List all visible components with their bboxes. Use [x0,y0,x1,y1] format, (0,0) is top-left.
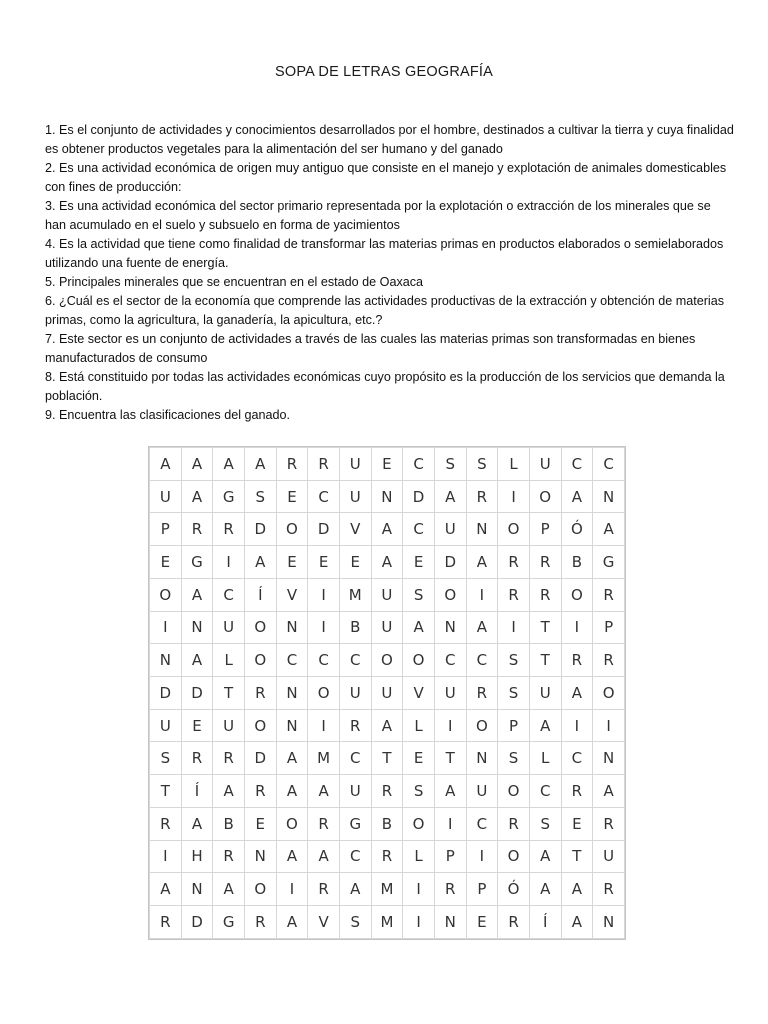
grid-cell[interactable]: O [466,709,498,742]
questions-list [45,121,735,425]
question-2: 2. Es una actividad económica de origen muy antiguo que consiste en el manejo y explotación de animales domesticables con fines de producción: [45,161,727,194]
grid-cell[interactable]: R [244,775,276,808]
grid-cell[interactable]: I [498,480,530,513]
grid-cell[interactable]: A [529,873,561,906]
grid-cell[interactable]: O [403,644,435,677]
grid-cell[interactable]: C [561,448,593,481]
grid-cell[interactable]: U [529,448,561,481]
grid-cell[interactable]: C [308,480,340,513]
grid-cell[interactable]: U [593,840,625,873]
grid-cell[interactable]: G [213,906,245,939]
grid-cell[interactable]: A [529,709,561,742]
grid-cell[interactable]: R [466,480,498,513]
grid-cell[interactable]: A [434,480,466,513]
grid-cell[interactable]: I [466,840,498,873]
question-9: 9. Encuentra las clasificaciones del ganado. [45,408,291,422]
grid-cell[interactable]: I [150,840,182,873]
grid-cell[interactable]: U [339,775,371,808]
grid-cell[interactable]: C [403,448,435,481]
grid-cell[interactable]: D [244,513,276,546]
grid-cell[interactable]: A [561,906,593,939]
grid-cell[interactable]: A [561,873,593,906]
grid-cell[interactable]: A [150,873,182,906]
grid-cell[interactable]: N [276,709,308,742]
grid-cell[interactable]: S [403,578,435,611]
grid-cell[interactable]: I [561,709,593,742]
question-1: 1. Es el conjunto de actividades y conocimientos desarrollados por el hombre, destinados a cultivar la tierra y cuya finalidad es obtener productos vegetales para la alimentación del ser humano y del ganado [45,123,734,156]
grid-cell[interactable]: U [434,513,466,546]
grid-cell[interactable]: A [181,644,213,677]
grid-cell[interactable]: A [276,840,308,873]
grid-cell[interactable]: R [498,807,530,840]
grid-cell[interactable]: N [244,840,276,873]
grid-cell[interactable]: S [339,906,371,939]
grid-cell[interactable]: C [213,578,245,611]
grid-cell[interactable]: E [181,709,213,742]
grid-cell[interactable]: B [371,807,403,840]
grid-cell[interactable]: O [529,480,561,513]
grid-cell[interactable]: U [371,677,403,710]
grid-cell[interactable]: R [339,709,371,742]
grid-cell[interactable]: Ó [498,873,530,906]
grid-cell[interactable]: S [498,644,530,677]
grid-cell[interactable]: C [339,742,371,775]
grid-cell[interactable]: A [593,513,625,546]
grid-cell[interactable]: A [276,742,308,775]
grid-cell[interactable]: N [466,742,498,775]
grid-cell[interactable]: D [181,677,213,710]
grid-row [150,644,625,677]
grid-cell[interactable]: M [308,742,340,775]
grid-cell[interactable]: I [308,611,340,644]
grid-cell[interactable]: A [244,546,276,579]
grid-cell[interactable]: R [213,840,245,873]
grid-cell[interactable]: I [434,807,466,840]
grid-cell[interactable]: R [498,546,530,579]
grid-cell[interactable]: A [213,873,245,906]
grid-cell[interactable]: D [308,513,340,546]
grid-cell[interactable]: L [403,709,435,742]
grid-cell[interactable]: G [181,546,213,579]
grid-cell[interactable]: V [339,513,371,546]
grid-cell[interactable]: O [244,611,276,644]
grid-cell[interactable]: A [561,480,593,513]
grid-cell[interactable]: R [593,873,625,906]
grid-row [150,448,625,481]
grid-cell[interactable]: E [561,807,593,840]
grid-cell[interactable]: E [308,546,340,579]
grid-cell[interactable]: A [181,480,213,513]
grid-cell[interactable]: N [434,611,466,644]
grid-cell[interactable]: T [529,611,561,644]
grid-cell[interactable]: A [244,448,276,481]
grid-cell[interactable]: R [150,807,182,840]
grid-cell[interactable]: A [308,775,340,808]
grid-cell[interactable]: A [308,840,340,873]
grid-cell[interactable]: E [403,546,435,579]
grid-cell[interactable]: D [181,906,213,939]
grid-cell[interactable]: E [371,448,403,481]
grid-row [150,513,625,546]
grid-cell[interactable]: R [213,742,245,775]
grid-cell[interactable]: A [466,611,498,644]
grid-cell[interactable]: C [339,644,371,677]
grid-cell[interactable]: A [181,448,213,481]
grid-cell[interactable]: A [276,775,308,808]
grid-cell[interactable]: E [150,546,182,579]
grid-cell[interactable]: P [466,873,498,906]
grid-cell[interactable]: C [466,644,498,677]
grid-cell[interactable]: Í [181,775,213,808]
grid-cell[interactable]: A [181,807,213,840]
grid-cell[interactable]: N [593,480,625,513]
grid-cell[interactable]: V [276,578,308,611]
grid-cell[interactable]: A [434,775,466,808]
grid-cell[interactable]: N [276,677,308,710]
question-4: 4. Es la actividad que tiene como finalidad de transformar las materias primas en productos elaborados o semielaborados utilizando una fuente de energía. [45,237,724,270]
grid-cell[interactable]: N [434,906,466,939]
grid-cell[interactable]: O [244,709,276,742]
grid-cell[interactable]: U [150,709,182,742]
grid-cell[interactable]: A [403,611,435,644]
grid-cell[interactable]: M [371,873,403,906]
grid-cell[interactable]: A [466,546,498,579]
grid-cell[interactable]: N [371,480,403,513]
grid-cell[interactable]: N [150,644,182,677]
grid-cell[interactable]: D [150,677,182,710]
grid-cell[interactable]: P [593,611,625,644]
grid-row [150,677,625,710]
grid-cell[interactable]: R [181,513,213,546]
grid-cell[interactable]: U [339,480,371,513]
grid-cell[interactable]: N [276,611,308,644]
grid-cell[interactable]: S [498,677,530,710]
grid-cell[interactable]: G [213,480,245,513]
grid-cell[interactable]: A [371,513,403,546]
grid-cell[interactable]: T [371,742,403,775]
grid-cell[interactable]: A [181,578,213,611]
grid-cell[interactable]: I [276,873,308,906]
question-6: 6. ¿Cuál es el sector de la economía que comprende las actividades productivas de la extracción y obtención de materias primas, como la agricultura, la ganadería, la apicultura, etc.? [45,294,725,327]
grid-cell[interactable]: A [561,677,593,710]
grid-cell[interactable]: A [213,448,245,481]
grid-cell[interactable]: O [498,513,530,546]
grid-cell[interactable]: Í [529,906,561,939]
grid-cell[interactable]: L [403,840,435,873]
grid-cell[interactable]: O [276,513,308,546]
grid-cell[interactable]: O [403,807,435,840]
grid-cell[interactable]: T [150,775,182,808]
grid-cell[interactable]: C [466,807,498,840]
grid-cell[interactable]: R [213,513,245,546]
grid-cell[interactable]: Ó [561,513,593,546]
grid-cell[interactable]: U [529,677,561,710]
grid-row [150,742,625,775]
question-3: 3. Es una actividad económica del sector primario representada por la explotación o extracción de los minerales que se han acumulado en el suelo y subsuelo en forma de yacimientos [45,199,711,232]
grid-cell[interactable]: G [593,546,625,579]
grid-cell[interactable]: N [466,513,498,546]
grid-cell[interactable]: S [150,742,182,775]
grid-cell[interactable]: R [529,578,561,611]
grid-cell[interactable]: A [529,840,561,873]
grid-row [150,906,625,939]
grid-cell[interactable]: R [371,775,403,808]
grid-cell[interactable]: U [371,611,403,644]
grid-cell[interactable]: R [593,807,625,840]
grid-cell[interactable]: U [339,448,371,481]
grid-cell[interactable]: U [213,709,245,742]
grid-cell[interactable]: U [466,775,498,808]
grid-cell[interactable]: I [308,578,340,611]
grid-cell[interactable]: C [561,742,593,775]
grid-cell[interactable]: I [593,709,625,742]
grid-cell[interactable]: R [498,906,530,939]
grid-row [150,873,625,906]
grid-cell[interactable]: R [434,873,466,906]
grid-cell[interactable]: A [213,775,245,808]
grid-cell[interactable]: D [434,546,466,579]
grid-cell[interactable]: R [371,840,403,873]
grid-cell[interactable]: M [339,578,371,611]
grid-cell[interactable]: S [498,742,530,775]
worksheet-title: SOPA DE LETRAS GEOGRAFÍA [274,64,494,80]
grid-cell[interactable]: B [339,611,371,644]
grid-cell[interactable]: U [150,480,182,513]
grid-cell[interactable]: N [181,611,213,644]
grid-cell[interactable]: S [403,775,435,808]
grid-cell[interactable]: R [561,644,593,677]
grid-row [150,578,625,611]
grid-row [150,840,625,873]
grid-cell[interactable]: R [561,775,593,808]
grid-cell[interactable]: E [276,546,308,579]
grid-cell[interactable]: R [498,578,530,611]
grid-cell[interactable]: M [371,906,403,939]
grid-row [150,546,625,579]
grid-cell[interactable]: E [403,742,435,775]
grid-cell[interactable]: T [434,742,466,775]
grid-cell[interactable]: T [529,644,561,677]
grid-row [150,709,625,742]
grid-cell[interactable]: P [150,513,182,546]
grid-cell[interactable]: D [403,480,435,513]
grid-cell[interactable]: I [498,611,530,644]
grid-cell[interactable]: U [339,677,371,710]
grid-cell[interactable]: C [403,513,435,546]
question-5: 5. Principales minerales que se encuentran en el estado de Oaxaca [45,275,424,289]
grid-row [150,480,625,513]
grid-cell[interactable]: I [213,546,245,579]
word-search-grid [148,446,626,940]
grid-cell[interactable]: B [213,807,245,840]
grid-cell[interactable]: A [371,546,403,579]
grid-cell[interactable]: L [529,742,561,775]
grid-cell[interactable]: C [339,840,371,873]
grid-cell[interactable]: O [244,644,276,677]
grid-cell[interactable]: A [593,775,625,808]
grid-row [150,807,625,840]
grid-cell[interactable]: I [434,709,466,742]
grid-cell[interactable]: G [339,807,371,840]
grid-cell[interactable]: C [593,448,625,481]
grid-cell[interactable]: I [403,873,435,906]
grid-cell[interactable]: Í [244,578,276,611]
grid-cell[interactable]: R [244,906,276,939]
grid-cell[interactable]: I [150,611,182,644]
grid-cell[interactable]: R [308,807,340,840]
grid-cell[interactable]: I [466,578,498,611]
grid-cell[interactable]: R [529,546,561,579]
grid-cell[interactable]: I [308,709,340,742]
grid-cell[interactable]: P [529,513,561,546]
grid-cell[interactable]: C [276,644,308,677]
grid-cell[interactable]: E [276,480,308,513]
grid-cell[interactable]: C [308,644,340,677]
question-8: 8. Está constituido por todas las actividades económicas cuyo propósito es la producción de los servicios que demanda la población. [45,370,725,403]
word-search-table [149,447,625,939]
grid-cell[interactable]: R [593,644,625,677]
grid-cell[interactable]: R [466,677,498,710]
grid-cell[interactable]: P [434,840,466,873]
grid-cell[interactable]: O [561,578,593,611]
grid-cell[interactable]: O [498,840,530,873]
grid-cell[interactable]: O [276,807,308,840]
grid-cell[interactable]: S [529,807,561,840]
grid-cell[interactable]: A [276,906,308,939]
grid-cell[interactable]: N [593,906,625,939]
grid-cell[interactable]: O [150,578,182,611]
grid-cell[interactable]: O [593,677,625,710]
grid-cell[interactable]: R [150,906,182,939]
question-7: 7. Este sector es un conjunto de actividades a través de las cuales las materias primas son transformadas en bienes manufacturados de consumo [45,332,696,365]
grid-cell[interactable]: C [434,644,466,677]
grid-cell[interactable]: U [213,611,245,644]
grid-cell[interactable]: L [213,644,245,677]
grid-cell[interactable]: R [308,873,340,906]
grid-cell[interactable]: A [339,873,371,906]
grid-cell[interactable]: R [276,448,308,481]
grid-cell[interactable]: C [529,775,561,808]
grid-cell[interactable]: V [308,906,340,939]
grid-cell[interactable]: L [498,448,530,481]
grid-cell[interactable]: I [403,906,435,939]
grid-cell[interactable]: U [434,677,466,710]
grid-cell[interactable]: I [561,611,593,644]
grid-cell[interactable]: B [561,546,593,579]
grid-cell[interactable]: N [181,873,213,906]
grid-cell[interactable]: T [213,677,245,710]
grid-cell[interactable]: N [593,742,625,775]
grid-cell[interactable]: S [434,448,466,481]
grid-cell[interactable]: H [181,840,213,873]
grid-cell[interactable]: O [371,644,403,677]
grid-cell[interactable]: R [593,578,625,611]
grid-cell[interactable]: R [181,742,213,775]
grid-cell[interactable]: O [434,578,466,611]
grid-cell[interactable]: E [466,906,498,939]
grid-cell[interactable]: T [561,840,593,873]
grid-cell[interactable]: P [498,709,530,742]
grid-cell[interactable]: A [150,448,182,481]
grid-cell[interactable]: D [244,742,276,775]
grid-cell[interactable]: A [371,709,403,742]
grid-cell[interactable]: S [466,448,498,481]
grid-cell[interactable]: E [244,807,276,840]
grid-cell[interactable]: U [371,578,403,611]
grid-cell[interactable]: E [339,546,371,579]
grid-cell[interactable]: O [244,873,276,906]
grid-cell[interactable]: R [308,448,340,481]
grid-row [150,611,625,644]
grid-cell[interactable]: R [244,677,276,710]
grid-cell[interactable]: S [244,480,276,513]
grid-cell[interactable]: O [498,775,530,808]
grid-row [150,775,625,808]
grid-cell[interactable]: V [403,677,435,710]
grid-cell[interactable]: O [308,677,340,710]
